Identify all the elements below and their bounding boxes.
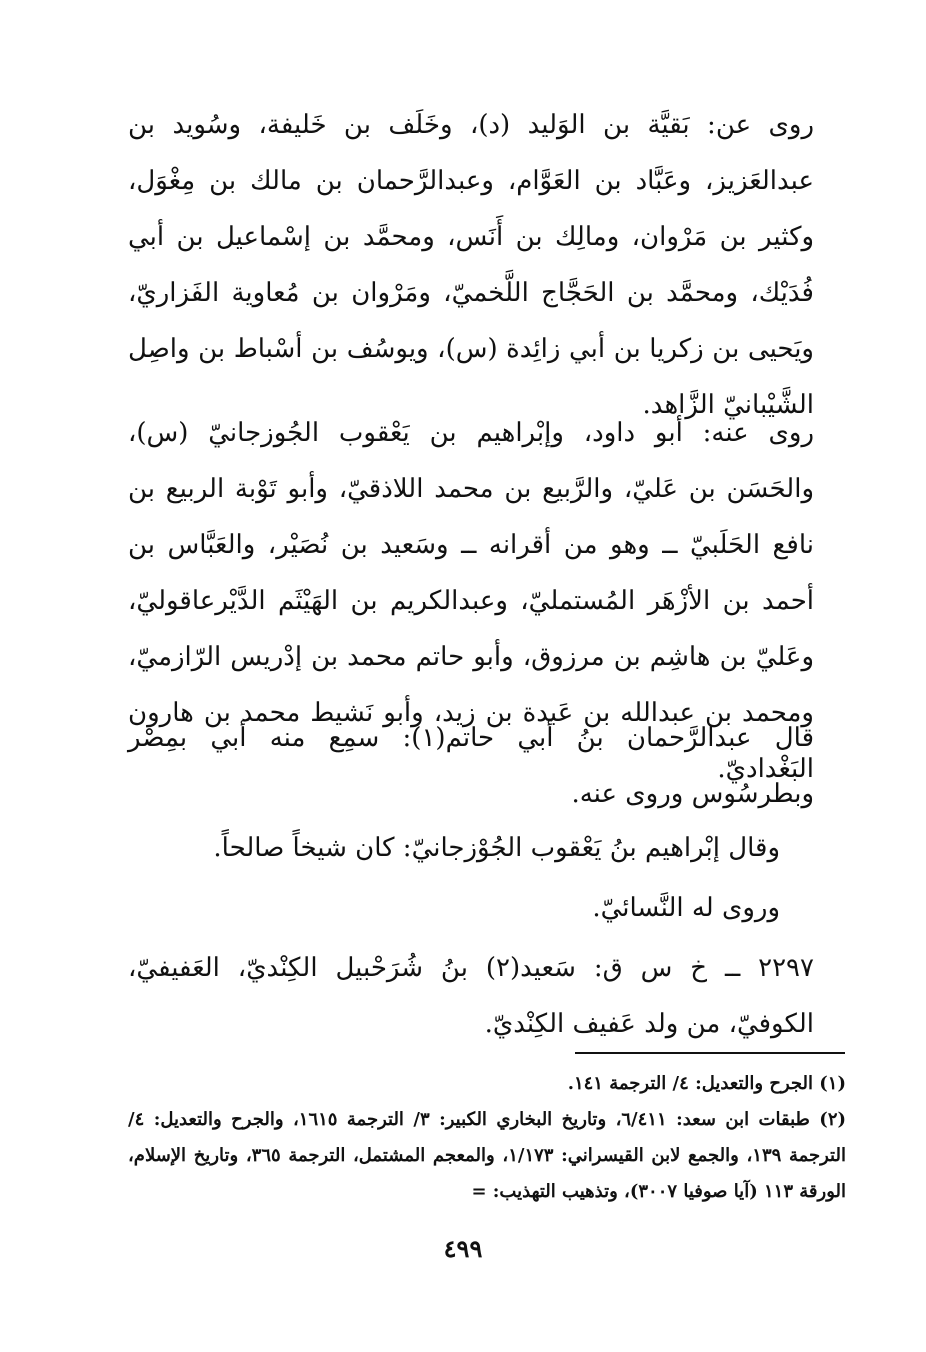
narrated-from-paragraph: روى عن: بَقيَّة بن الوَليد (د)، وخَلَف بن خَليفة، وسُويد بن عبدالعَزيز، وعَبَّاد بن العَوَّام، وعبدالرَّحمان بن مالك بن مِغْوَل، وكثير بن مَرْوان، ومالِك بن أَنَس، ومحمَّد بن إسْماعيل بن أبي فُدَيْك، ومحمَّد بن الحَجَّاج اللَّخميّ، ومَرْوان بن مُعاوية الفَزاريّ، ويَحيى بن زكريا بن أبي زائِدة (س)، ويوسُف بن أسْباط بن واصِل الشَّيْبانيّ الزَّاهد.	[128, 110, 814, 420]
footnote-separator	[575, 1052, 845, 1054]
nasai-note: وروى له النَّسائيّ.	[592, 893, 780, 923]
juzjani-quote: وقال إبْراهيم بنُ يَعْقوب الجُوْزجانيّ: كان شيخاً صالحاً.	[213, 833, 780, 863]
footnote-2: (٢) طبقات ابن سعد: ٦/٤١١، وتاريخ البخاري الكبير: ٣/ الترجمة ١٦١٥، والجرح والتعديل: ٤/ الترجمة ١٣٩، والجمع لابن القيسراني: ١/١٧٣، والمعجم المشتمل، الترجمة ٣٦٥، وتاريخ الإسلام، الورقة ١١٣ (آيا صوفيا ٣٠٠٧)، وتذهيب التهذيب: =	[128, 1109, 847, 1202]
biography-entry-2297: ٢٢٩٧ ــ خ س ق: سَعيد(٢) بنُ شُرَحْبيل الكِنْديّ، العَفيفيّ، الكوفيّ، من ولد عَفيف الكِنْديّ.	[128, 953, 814, 1039]
ibn-abi-hatim-quote: قال عبدالرَّحمان بنُ أبي حاتم(١): سمِع منه أبي بمِصْر وبطرسُوس وروى عنه.	[128, 723, 814, 809]
footnote-1: (١) الجرح والتعديل: ٤/ الترجمة ١٤١.	[567, 1073, 846, 1094]
narrated-by-paragraph: روى عنه: أبو داود، وإبْراهيم بن يَعْقوب الجُوزجانيّ (س)، والحَسَن بن عَليّ، والرَّبيع بن محمد اللاذقيّ، وأبو تَوْبة الربيع بن نافع الحَلَبيّ ــ وهو من أقرانه ــ وسَعيد بن نُصَيْر، والعَبَّاس بن أحمد بن الأزْهَر المُستمليّ، وعبدالكريم بن الهَيْثَم الدَّيْرعاقوليّ، وعَليّ بن هاشِم بن مرزوق، وأبو حاتم محمد بن إدْريس الرّازميّ، ومحمد بن عبدالله بن عَبدة بن زيد، وأبو نَشيط محمد بن هارون البَغْداديّ.	[128, 418, 814, 784]
page-number: ٤٩٩	[443, 1234, 483, 1263]
